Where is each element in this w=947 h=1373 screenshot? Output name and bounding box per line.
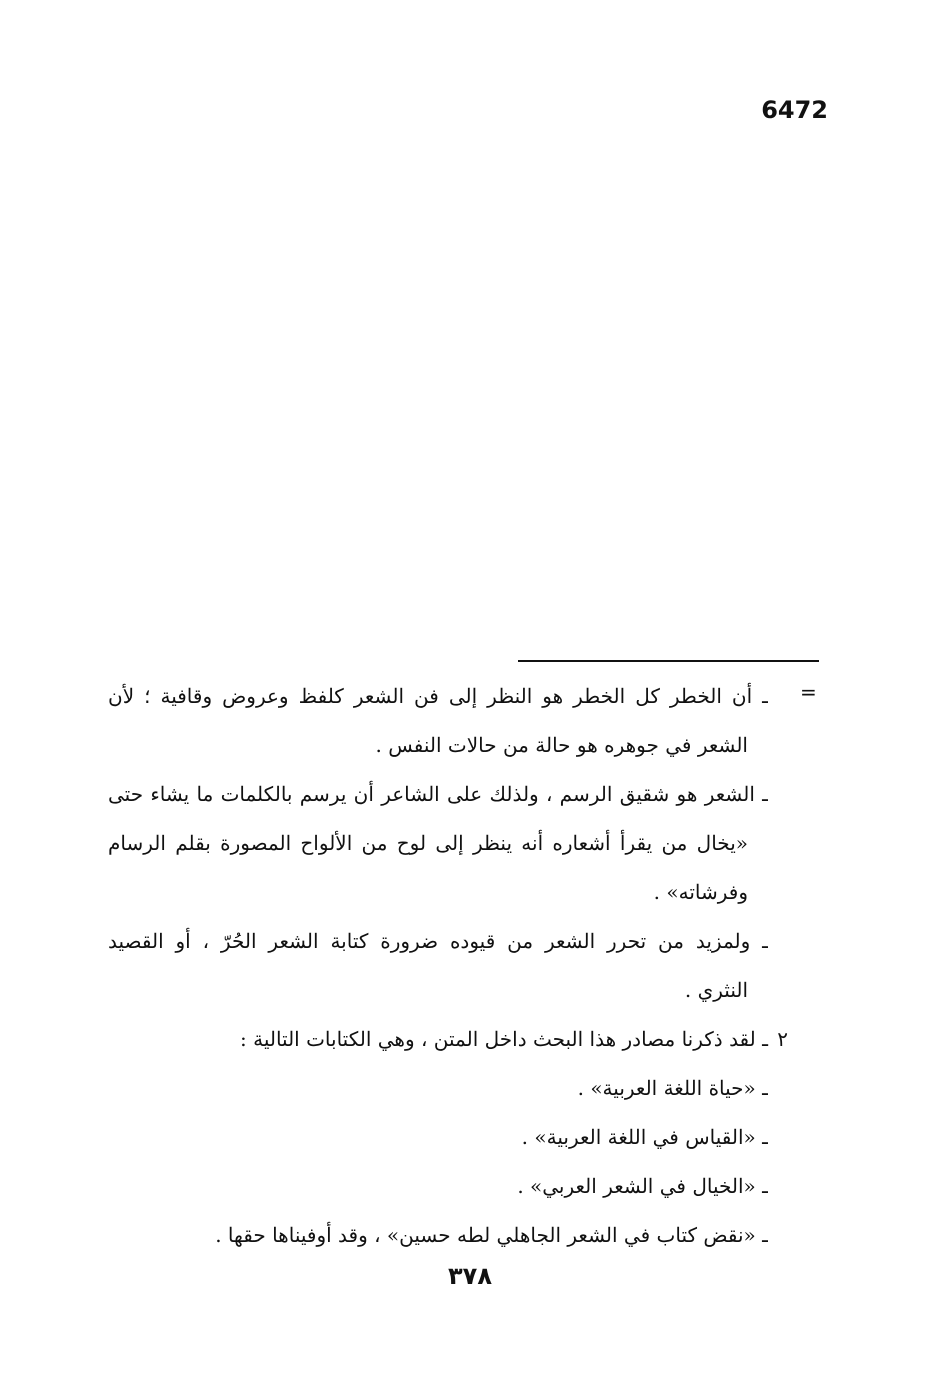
footnote-item-3-line-1: ـ ولمزيد من تحرر الشعر من قيوده ضرورة كتابة الشعر الحُرّ ، أو القصيد xyxy=(108,929,768,953)
footnote-item-1-line-1: ـ أن الخطر كل الخطر هو النظر إلى فن الشعر كلفظ وعروض وقافية ؛ لأن xyxy=(108,684,768,708)
source-item: ـ «القياس في اللغة العربية» . xyxy=(521,1125,768,1149)
page-number: ٣٧٨ xyxy=(448,1262,492,1290)
footnote-item-2-line-1: ـ الشعر هو شقيق الرسم ، ولذلك على الشاعر أن يرسم بالكلمات ما يشاء حتى xyxy=(108,782,768,806)
footnotes-block xyxy=(108,676,788,1264)
continuation-mark: = xyxy=(800,680,817,704)
footnote-2 xyxy=(108,1019,788,1068)
footnote-item-2-line-2: «يخال من يقرأ أشعاره أنه ينظر إلى لوح من الألواح المصورة بقلم الرسام xyxy=(108,831,748,855)
document-id: 6472 xyxy=(761,96,828,124)
source-item: ـ «الخيال في الشعر العربي» . xyxy=(517,1174,768,1198)
footnote-separator xyxy=(518,660,819,662)
footnote-item-3-line-2: النثري . xyxy=(684,978,748,1002)
footnote-2-text: ـ لقد ذكرنا مصادر هذا البحث داخل المتن ، وهي الكتابات التالية : xyxy=(240,1027,768,1051)
footnote-item-1-line-2: الشعر في جوهره هو حالة من حالات النفس . xyxy=(375,733,748,757)
footnote-number: ٢ xyxy=(777,1027,788,1051)
source-item: ـ «حياة اللغة العربية» . xyxy=(577,1076,768,1100)
footnote-item-2-line-3: وفرشاته» . xyxy=(653,880,748,904)
source-item: ـ «نقض كتاب في الشعر الجاهلي لطه حسين» ، وقد أوفيناها حقها . xyxy=(215,1223,768,1247)
